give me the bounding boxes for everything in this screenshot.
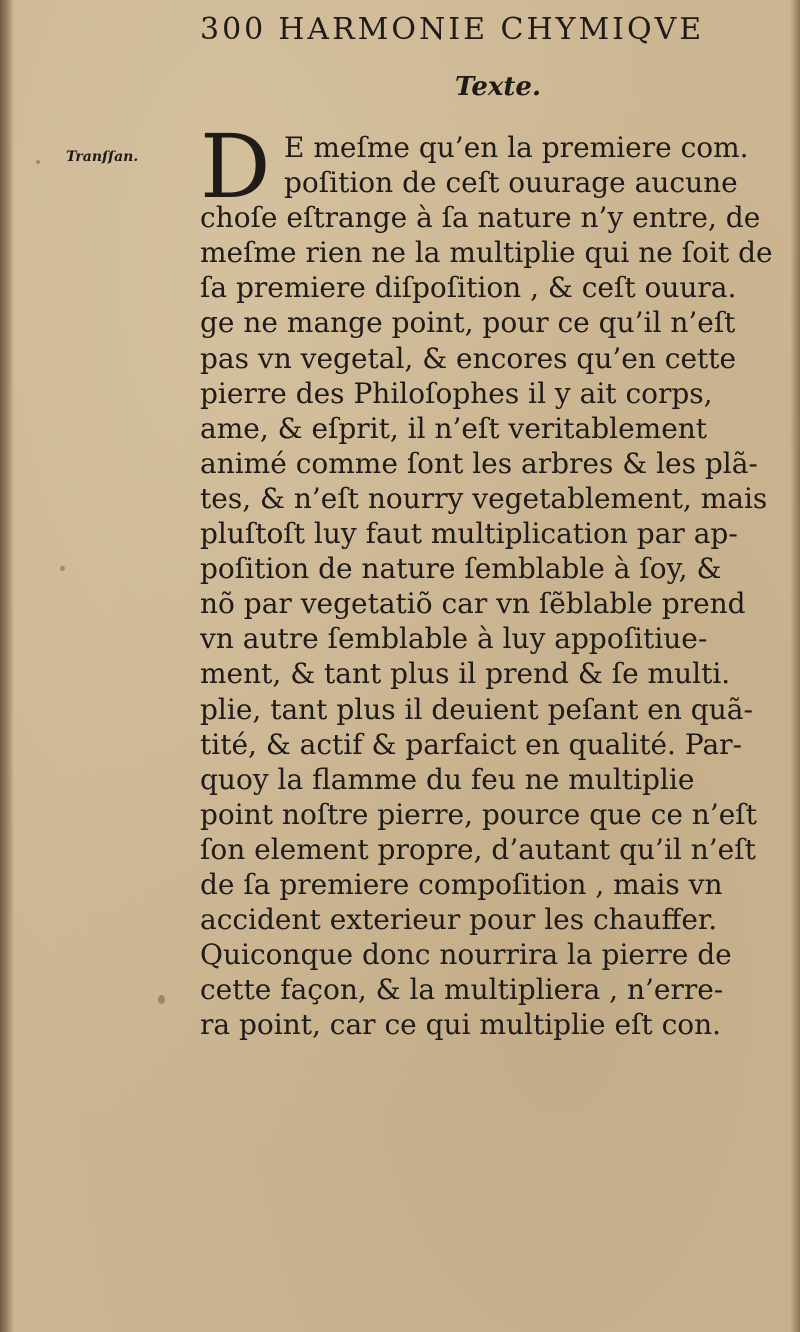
text-line: de ſa premiere compoſition , mais vn — [200, 867, 723, 901]
text-line: meſme rien ne la multiplie qui ne ſoit de — [200, 236, 773, 270]
section-label: Texte. — [455, 72, 542, 102]
text-line: nõ par vegetatiõ car vn ſẽblable prend — [200, 587, 746, 621]
marginal-note: Tranſſan. — [66, 149, 139, 165]
text-line: ſon element propre, d’autant qu’il n’eſt — [200, 832, 756, 866]
page-gutter-shadow — [0, 0, 14, 1332]
ink-spot — [60, 566, 65, 571]
text-line: poſition de ceſt ouurage aucune — [284, 166, 738, 200]
page-edge-shadow — [790, 0, 800, 1332]
text-line: choſe eſtrange à ſa nature n’y entre, de — [200, 201, 761, 235]
text-line: ame, & eſprit, il n’eſt veritablement — [200, 411, 708, 445]
text-line: tes, & n’eſt nourry vegetablement, mais — [200, 481, 768, 515]
text-line: accident exterieur pour les chauffer. — [200, 903, 718, 937]
body-text — [200, 115, 790, 1042]
page-number: 300 — [200, 12, 267, 47]
text-line: animé comme ſont les arbres & les plã- — [200, 446, 758, 480]
text-line: pluſtoſt luy faut multiplication par ap- — [200, 517, 738, 551]
ink-spot — [36, 160, 40, 164]
running-header — [200, 8, 760, 52]
running-title: HARMONIE CHYMIQVE — [278, 12, 705, 47]
text-line: plie, tant plus il deuient peſant en quã- — [200, 692, 753, 726]
text-line: vn autre ſemblable à luy appoſitiue- — [200, 622, 708, 656]
text-line: pas vn vegetal, & encores qu’en cette — [200, 341, 737, 375]
drop-cap: D — [200, 115, 271, 218]
text-line: point noſtre pierre, pource que ce n’eſt — [200, 797, 757, 831]
text-line: E meſme qu’en la premiere com. — [284, 131, 749, 164]
text-line: ra point, car ce qui multiplie eſt con. — [200, 1008, 722, 1042]
text-line: ge ne mange point, pour ce qu’il n’eſt — [200, 306, 736, 340]
text-line: poſition de nature ſemblable à ſoy, & — [200, 552, 722, 586]
text-line: cette façon, & la multipliera , n’erre- — [200, 973, 724, 1007]
text-line: quoy la flamme du feu ne multiplie — [200, 762, 695, 796]
text-line: tité, & actif & parfaict en qualité. Par- — [200, 727, 742, 761]
ink-spot — [158, 995, 165, 1004]
text-line: ſa premiere diſpoſition , & ceſt ouura. — [200, 271, 737, 305]
text-line: Quiconque donc nourrira la pierre de — [200, 938, 732, 972]
text-line: ment, & tant plus il prend & ſe multi. — [200, 657, 731, 691]
text-line: pierre des Philoſophes il y ait corps, — [200, 376, 713, 410]
